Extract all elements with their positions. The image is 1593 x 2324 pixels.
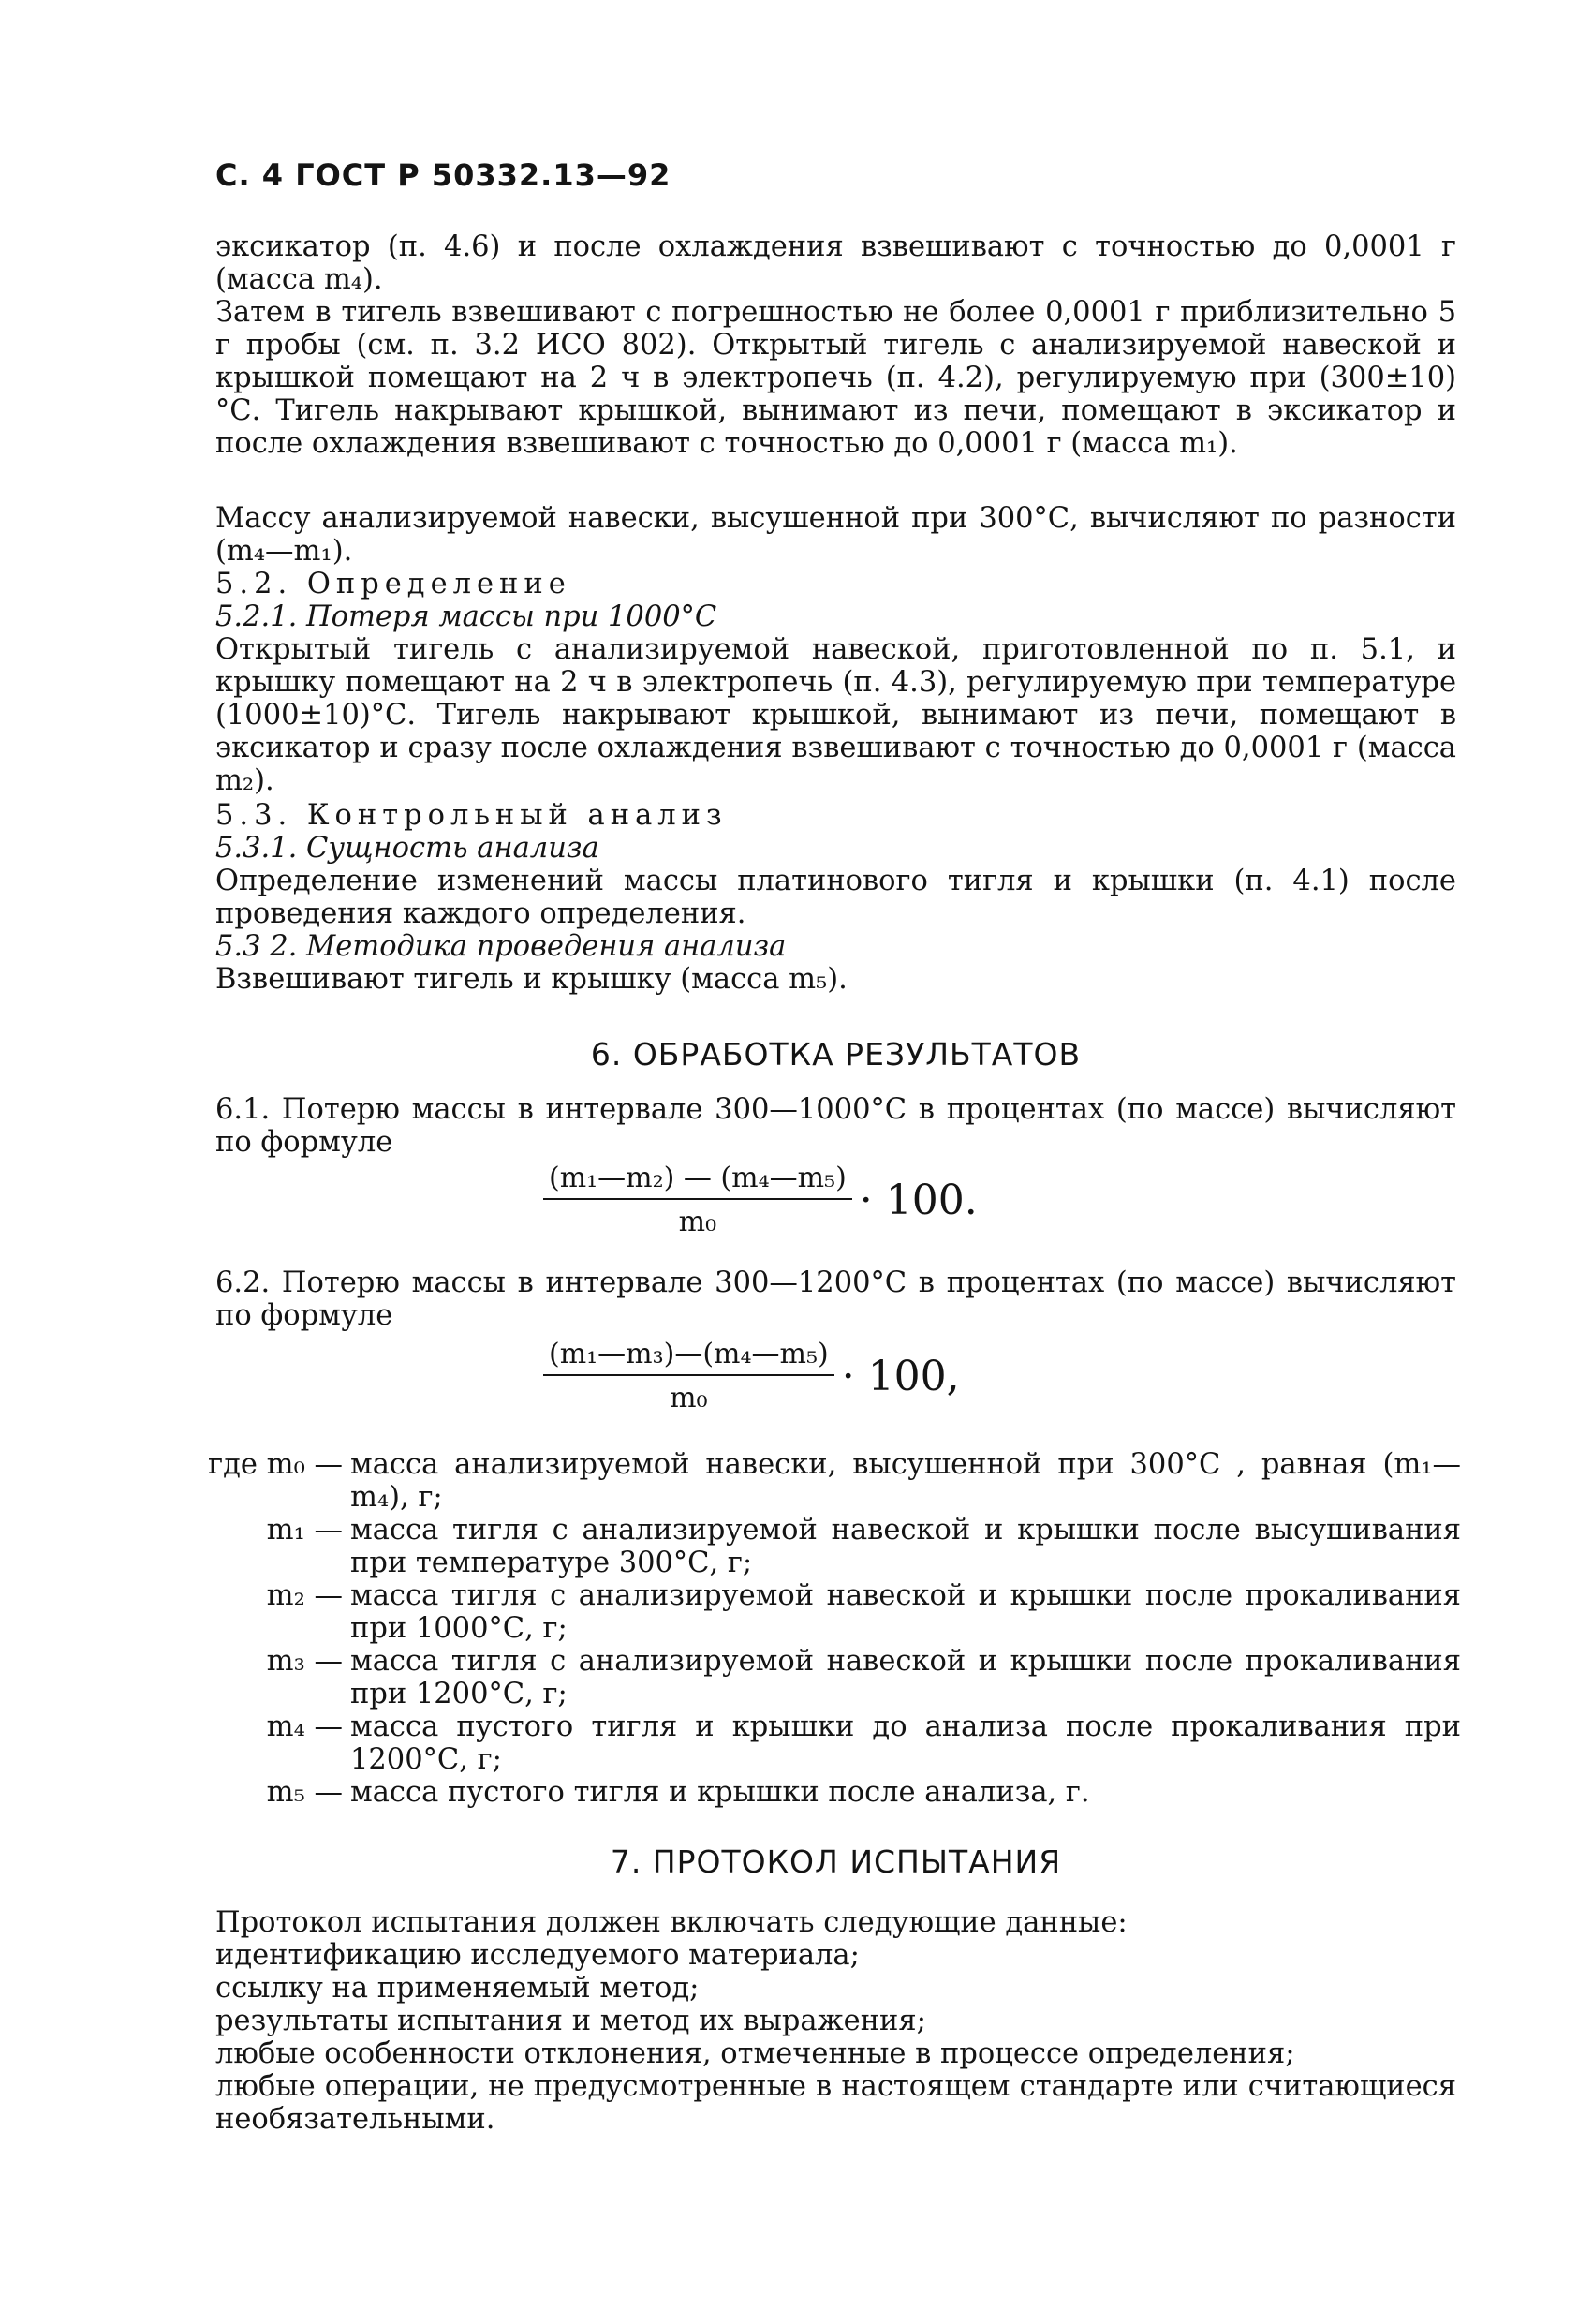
definition-symbol: m₅ — (266, 1776, 343, 1809)
section-7-heading: 7. ПРОТОКОЛ ИСПЫТАНИЯ (610, 1843, 1062, 1880)
definition-symbol: m₄ — (266, 1710, 343, 1743)
section-6-heading: 6. ОБРАБОТКА РЕЗУЛЬТАТОВ (590, 1036, 1082, 1073)
definition-text: масса пустого тигля и крышки после анализа, г. (350, 1776, 1090, 1809)
definition-row (187, 1776, 1461, 1809)
protocol-list (215, 1906, 1456, 2136)
section-5-3-2-title: 5.3 2. Методика проведения анализа (215, 930, 787, 963)
definition-symbol: m₁ — (266, 1514, 343, 1547)
formula-1200-numerator: (m₁—m₃)—(m₄—m₅) (543, 1338, 834, 1376)
protocol-line: Протокол испытания должен включать следующие данные: (215, 1906, 1128, 1939)
formula-1200-denominator: m₀ (670, 1382, 708, 1414)
formula-1200-multiplier: · 100, (841, 1352, 960, 1400)
definition-symbol: m₃ — (266, 1645, 343, 1678)
section-5-3-1-title: 5.3.1. Сущность анализа (215, 832, 599, 865)
protocol-line: любые операции, не предусмотренные в настоящем стандарте или считающиеся необязательными. (215, 2070, 1456, 2136)
protocol-line: ссылку на применяемый метод; (215, 1972, 700, 2005)
protocol-line: идентификацию исследуемого материала; (215, 1939, 860, 1972)
variable-definitions (187, 1448, 1461, 1809)
definition-row (187, 1579, 1461, 1645)
formula-1000-fraction (543, 1162, 852, 1238)
section-5-3-title: 5.3. Контрольный анализ (215, 799, 728, 832)
paragraph-desiccator: эксикатор (п. 4.6) и после охлаждения взвешивают с точностью до 0,0001 г (масса m₄). (215, 230, 1456, 296)
definition-row (187, 1710, 1461, 1776)
formula-1200 (543, 1338, 960, 1414)
protocol-line: результаты испытания и метод их выражения; (215, 2005, 926, 2037)
definition-text: масса пустого тигля и крышки до анализа после прокаливания при 1200°С, г; (350, 1710, 1461, 1776)
paragraph-6-2: 6.2. Потерю массы в интервале 300—1200°С в процентах (по массе) вычисляют по формуле (215, 1266, 1456, 1332)
paragraph-mass-calc: Массу анализируемой навески, высушенной при 300°С, вычисляют по разности (m₄—m₁). (215, 502, 1456, 568)
section-5-2-1-title: 5.2.1. Потеря массы при 1000°С (215, 600, 717, 633)
definition-text: масса тигля с анализируемой навеской и крышки после прокаливания при 1000°С, г; (350, 1579, 1461, 1645)
formula-1000-multiplier: · 100. (859, 1176, 978, 1224)
definition-row (187, 1448, 1461, 1514)
definition-text: масса тигля с анализируемой навеской и крышки после высушивания при температуре 300°С, г; (350, 1514, 1461, 1579)
page-header: С. 4 ГОСТ Р 50332.13—92 (215, 157, 671, 193)
definition-text: масса анализируемой навески, высушенной при 300°С , равная (m₁—m₄), г; (350, 1448, 1461, 1514)
paragraph-loss-1000: Открытый тигель с анализируемой навеской, приготовленной по п. 5.1, и крышку помещают на 2 ч в электропечь (п. 4.3), регулируемую при температуре (1000±10)°С. Тигель накрывают крышкой, вынимают из печи, помещают в эксикатор и сразу после охлаждения взвешивают с точностью до 0,0001 г (масса m₂). (215, 633, 1456, 797)
formula-1000-denominator: m₀ (678, 1206, 717, 1238)
definition-row (187, 1514, 1461, 1579)
paragraph-sample-weighing-text: Затем в тигель взвешивают с погрешностью не более 0,0001 г приблизительно 5 г пробы (см. п. 3.2 ИСО 802). Открытый тигель с анализируемой навеской и крышкой помещают на 2 ч в электропечь (п. 4.2), регулируемую при (300±10)°С. Тигель накрывают крышкой, вынимают из печи, помещают в эксикатор и после охлаждения взвешивают с точностью до 0,0001 г (масса m₁). (215, 296, 1456, 460)
section-5-2-title: 5.2. Определение (215, 568, 571, 600)
definition-symbol: m₂ — (266, 1579, 343, 1612)
paragraph-6-1: 6.1. Потерю массы в интервале 300—1000°С в процентах (по массе) вычисляют по формуле (215, 1093, 1456, 1159)
definition-text: масса тигля с анализируемой навеской и крышки после прокаливания при 1200°С, г; (350, 1645, 1461, 1710)
definition-symbol: где m₀ — (208, 1448, 343, 1481)
paragraph-sample-weighing (215, 296, 1456, 460)
formula-1000 (543, 1162, 978, 1238)
formula-1000-numerator: (m₁—m₂) — (m₄—m₅) (543, 1162, 852, 1200)
paragraph-control-essence: Определение изменений массы платинового тигля и крышки (п. 4.1) после проведения каждого определения. (215, 865, 1456, 930)
formula-1200-fraction (543, 1338, 834, 1414)
protocol-line: любые особенности отклонения, отмеченные в процессе определения; (215, 2037, 1295, 2070)
definition-row (187, 1645, 1461, 1710)
paragraph-weigh-crucible: Взвешивают тигель и крышку (масса m₅). (215, 963, 848, 996)
